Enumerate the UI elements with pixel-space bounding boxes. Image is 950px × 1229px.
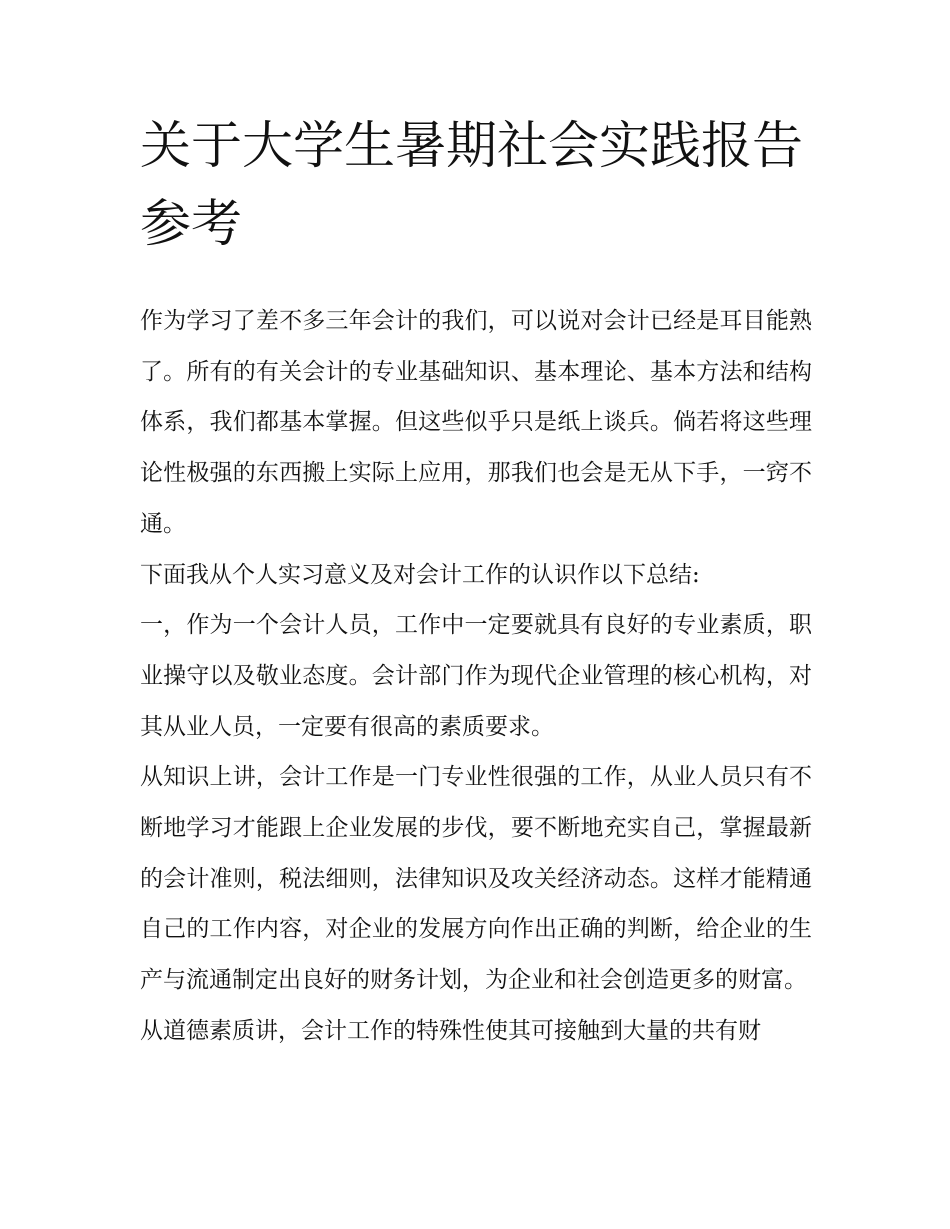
paragraph-ethics: 从道德素质讲，会计工作的特殊性使其可接触到大量的共有财 — [140, 1017, 761, 1044]
paragraph-point-one: 一，作为一个会计人员，工作中一定要就具有良好的专业素质，职业操守以及敬业态度。会计部门作为现代企业管理的核心机构，对其从业人员，一定要有很高的素质要求。 — [140, 612, 812, 740]
paragraph-summary-lead: 下面我从个人实习意义及对会计工作的认识作以下总结: — [140, 561, 700, 588]
document-title: 关于大学生暑期社会实践报告参考 — [140, 117, 804, 254]
document-page — [140, 108, 812, 1057]
document-body — [140, 296, 812, 1057]
paragraph-intro: 作为学习了差不多三年会计的我们，可以说对会计已经是耳目能熟了。所有的有关会计的专业基础知识、基本理论、基本方法和结构体系，我们都基本掌握。但这些似乎只是纸上谈兵。倘若将这些理论性极强的东西搬上实际上应用，那我们也会是无从下手，一窍不通。 — [140, 308, 812, 537]
paragraph-knowledge: 从知识上讲，会计工作是一门专业性很强的工作，从业人员只有不断地学习才能跟上企业发展的步伐，要不断地充实自己，掌握最新的会计准则，税法细则，法律知识及攻关经济动态。这样才能精通自己的工作内容，对企业的发展方向作出正确的判断，给企业的生产与流通制定出良好的财务计划，为企业和社会创造更多的财富。 — [140, 764, 812, 994]
